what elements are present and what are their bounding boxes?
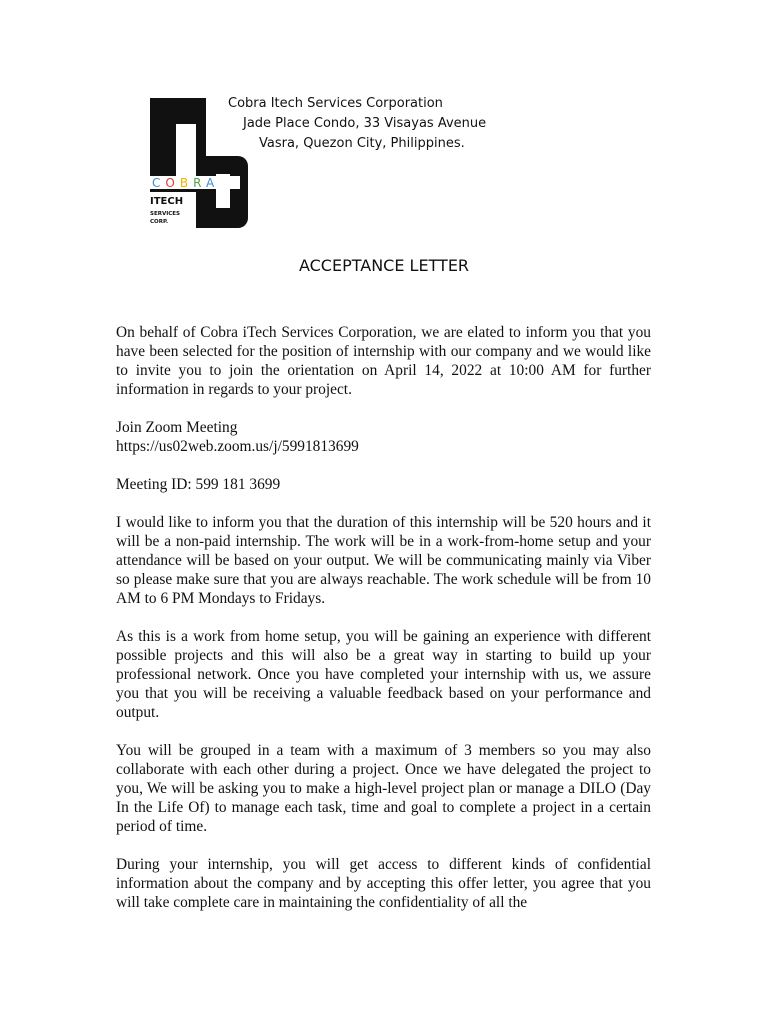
company-address-line2: Vasra, Quezon City, Philippines. [259, 136, 465, 151]
company-address-line1: Jade Place Condo, 33 Visayas Avenue [243, 116, 487, 131]
letter-title: ACCEPTANCE LETTER [298, 256, 470, 275]
logo-letter-b [196, 98, 248, 228]
logo-brand-text [152, 176, 219, 190]
wfh-paragraph: As this is a work from home setup, you will be gaining an experience with different possible projects and this will also be a great way in starting to build up your professional network. Once you have completed your internship with us, we assure you that you will be receiving a valuable feedback based on your performance and output. [116, 628, 651, 721]
company-name: Cobra Itech Services Corporation [228, 96, 443, 111]
zoom-label: Join Zoom Meeting [116, 419, 238, 436]
logo-itech-text: ITECH [150, 196, 184, 207]
duration-paragraph: I would like to inform you that the duration of this internship will be 520 hours and it will be a non-paid internship. The work will be in a work-from-home setup and your attendance will be based on your output. We will be communicating mainly via Viber so please make sure that you are always reachable. The work schedule will be from 10 AM to 6 PM Mondays to Fridays. [116, 514, 651, 607]
logo-brand-letter: A [205, 176, 220, 190]
confidential-paragraph: During your internship, you will get access to different kinds of confidential information about the company and by accepting this offer letter, you agree that you will take complete care in maintaining the confidentiality of all the [116, 856, 651, 911]
logo-brand-letter: R [193, 176, 206, 190]
company-logo [140, 92, 252, 232]
logo-brand-letter: O [165, 176, 180, 190]
letter-body [116, 323, 651, 931]
meeting-id: Meeting ID: 599 181 3699 [116, 476, 281, 493]
logo-corp-text: CORP. [150, 219, 169, 225]
zoom-link[interactable]: https://us02web.zoom.us/j/5991813699 [116, 438, 359, 455]
intro-paragraph: On behalf of Cobra iTech Services Corporation, we are elated to inform you that you have been selected for the position of internship with our company and we would like to invite you to join the orientation on April 14, 2022 at 10:00 AM for further information in regards to your project. [116, 324, 651, 398]
team-paragraph: You will be grouped in a team with a maximum of 3 members so you may also collaborate with each other during a project. Once we have delegated the project to you, We will be asking you to make a high-level project plan or manage a DILO (Day In the Life Of) to manage each task, time and goal to complete a project in a certain period of time. [116, 742, 651, 835]
logo-services-text: SERVICES [150, 211, 181, 217]
logo-brand-letter: B [179, 176, 194, 190]
logo-brand-letter: C [152, 176, 166, 190]
